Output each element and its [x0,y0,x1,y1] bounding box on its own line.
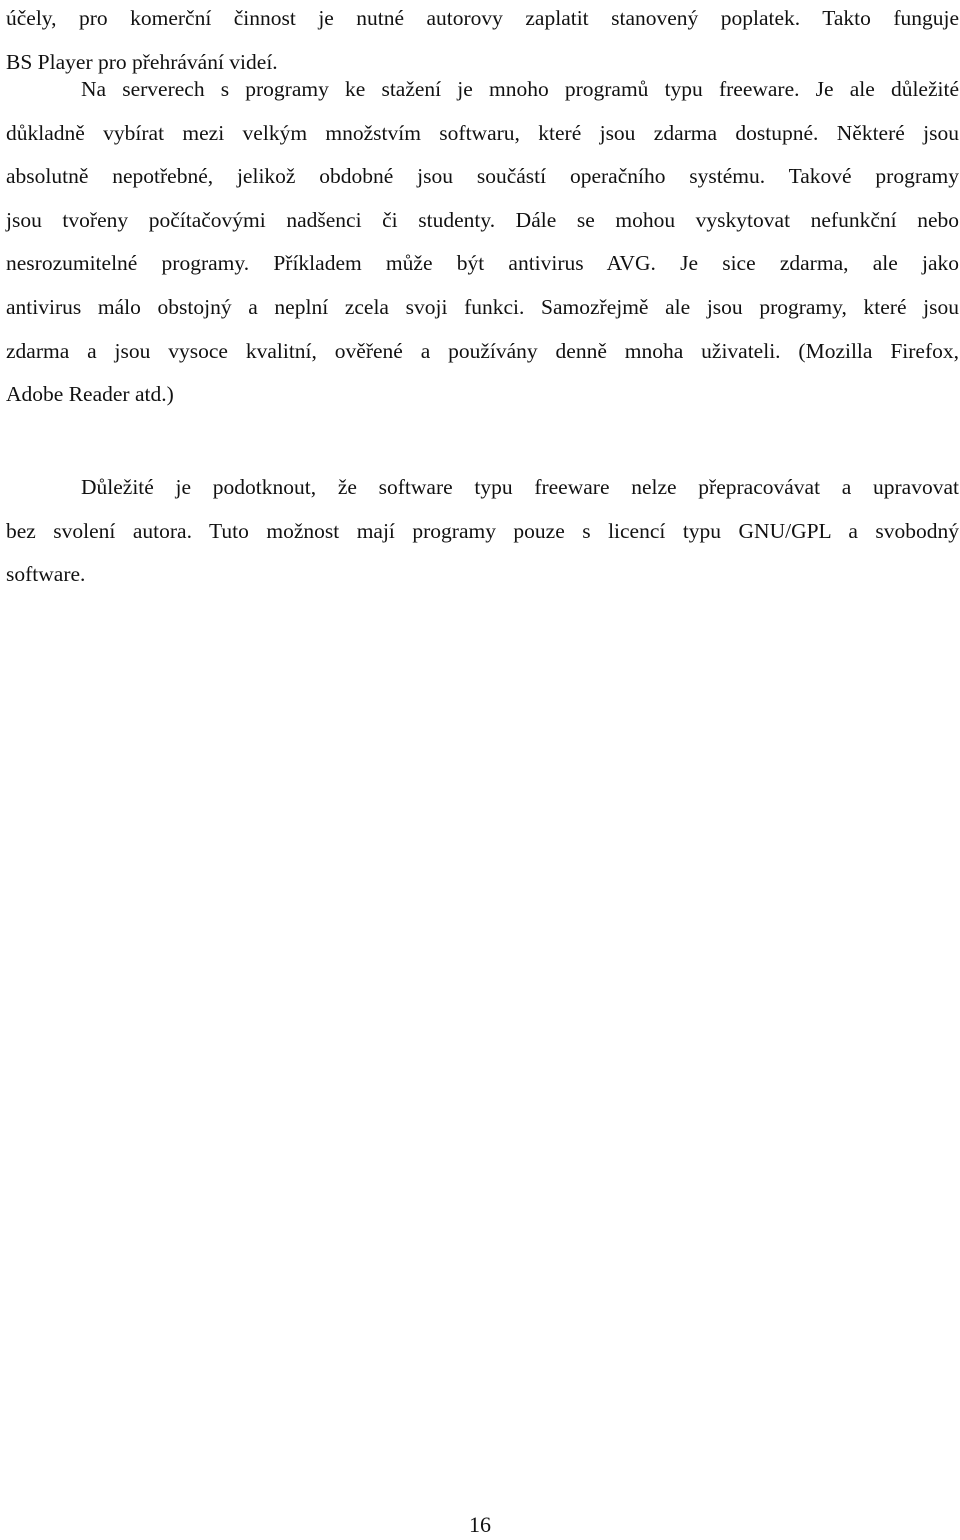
text-line: nesrozumitelné programy. Příkladem může být antivirus AVG. Je sice zdarma, ale jako [6,251,959,276]
text-line: Adobe Reader atd.) [6,382,174,407]
page-number: 16 [469,1512,491,1537]
text-line: jsou tvořeny počítačovými nadšenci či studenty. Dále se mohou vyskytovat nefunkční nebo [6,207,959,232]
text-line: antivirus málo obstojný a neplní zcela svoji funkci. Samozřejmě ale jsou programy, které jsou [6,294,959,319]
text-line: BS Player pro přehrávání videí. [6,49,278,74]
text-line: účely, pro komerční činnost je nutné autorovy zaplatit stanovený poplatek. Takto funguje [6,6,959,30]
paragraph-2 [6,68,959,417]
text-line: software. [6,562,86,587]
text-line: důkladně vybírat mezi velkým množstvím softwaru, které jsou zdarma dostupné. Některé jsou [6,120,959,145]
text-line: zdarma a jsou vysoce kvalitní, ověřené a používány denně mnoha uživateli. (Mozilla Firefox, [6,338,959,363]
text-line: bez svolení autora. Tuto možnost mají programy pouze s licencí typu GNU/GPL a svobodný [6,518,959,543]
text-line: absolutně nepotřebné, jelikož obdobné jsou součástí operačního systému. Takové programy [6,164,959,189]
paragraph-3 [6,466,959,597]
text-line: Na serverech s programy ke stažení je mnoho programů typu freeware. Je ale důležité [81,77,959,101]
text-line: Důležité je podotknout, že software typu freeware nelze přepracovávat a upravovat [81,475,959,499]
